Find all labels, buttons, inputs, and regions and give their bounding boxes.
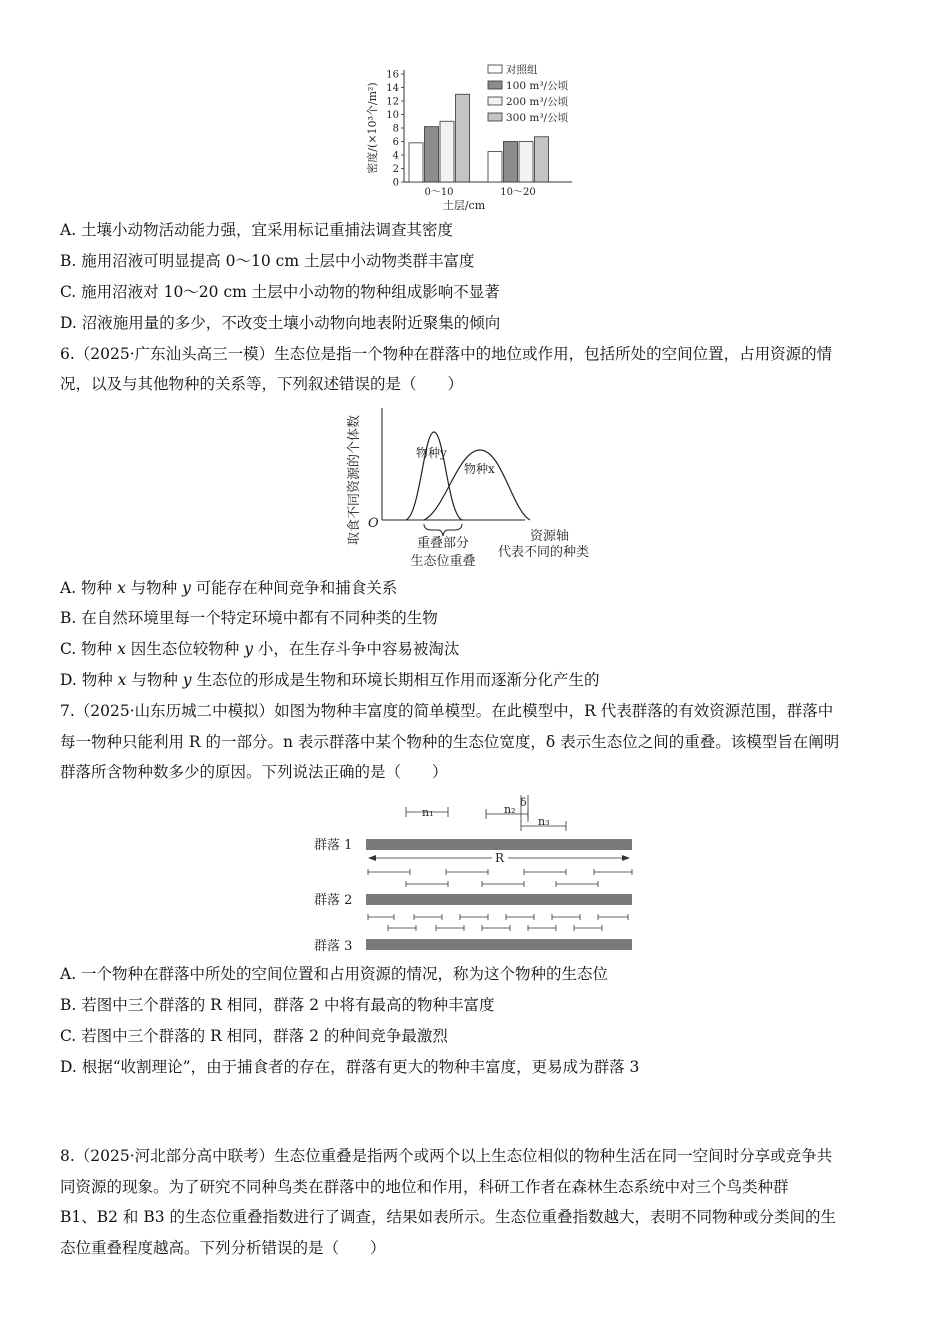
y-tick-label: 12 [386,96,399,108]
legend-label: 300 m³/公顷 [506,112,569,124]
n1-label: n₁ [422,806,434,819]
community-1-bar [366,839,632,850]
community-2-species-segments [368,914,628,931]
overlap-label-1: 重叠部分 [416,536,470,551]
y-tick-label: 4 [392,150,399,162]
species-x-label: 物种x [464,462,495,476]
bar-1-2 [425,127,439,182]
bar-2-1 [488,152,502,182]
bar-2-3 [519,142,533,183]
q7-stem-line-2: 每一物种只能利用 R 的一部分。n 表示群落中某个物种的生态位宽度，δ 表示生态位之间的重叠。该模型旨在阐明 [60,733,840,751]
legend-swatch [488,113,502,121]
r-label: R [495,851,505,865]
community-3-bar [366,939,632,950]
bar-2-4 [535,137,549,182]
q5-option-a: A. 土壤小动物活动能力强，宜采用标记重捕法调查其密度 [60,221,454,239]
species-y-label: 物种y [416,446,447,460]
bar-1-4 [456,94,470,182]
q8-stem-line-1: 8.（2025·河北部分高中联考）生态位重叠是指两个或两个以上生态位相似的物种生活在同一空间时分享或竞争共 [60,1147,833,1165]
q6-stem-line-1: 6.（2025·广东汕头高三一模）生态位是指一个物种在群落中的地位或作用，包括所处的空间位置，占用资源的情 [60,345,833,363]
legend-swatch [488,65,502,73]
q8-stem-line-3: B1、B2 和 B3 的生态位重叠指数进行了调查，结果如表所示。生态位重叠指数越大，表明不同物种或分类间的生 [60,1208,837,1226]
y-tick-label: 8 [392,123,399,135]
legend-label: 200 m³/公顷 [506,96,569,108]
x-category-label: 0～10 [424,187,454,198]
q7-option-c: C. 若图中三个群落的 R 相同，群落 2 的种间竞争最激烈 [60,1027,448,1045]
q7-option-d: D. 根据“收割理论”，由于捕食者的存在，群落有更大的物种丰富度，更易成为群落 3 [60,1058,640,1076]
legend-label: 100 m³/公顷 [506,80,569,92]
y-tick-label: 16 [386,69,399,81]
community-3-label: 群落 3 [314,939,353,954]
community-2-label: 群落 2 [314,893,353,908]
x-category-label: 10～20 [500,187,536,198]
y-tick-label: 10 [386,110,399,121]
y-tick-label: 0 [392,177,399,189]
community-1-species-segments [368,869,632,887]
soil-density-bar-chart [360,58,600,214]
resource-axis-note: 代表不同的种类 [498,545,590,560]
community-2-bar [366,894,632,905]
q6-option-d: D. 物种 x 与物种 y 生态位的形成是生物和环境长期相互作用而逐渐分化产生的 [60,671,600,689]
community-1-label: 群落 1 [314,838,353,853]
q7-stem-line-3: 群落所含物种数多少的原因。下列说法正确的是（ ） [60,763,448,781]
legend-label: 对照组 [506,64,538,76]
niche-y-axis-label: 取食不同资源的个体数 [347,414,362,546]
y-tick-label: 6 [392,137,399,148]
y-tick-label: 14 [386,83,399,94]
legend-swatch [488,97,502,105]
legend-swatch [488,81,502,89]
resource-axis-label: 资源轴 [530,529,570,544]
q6-stem-line-2: 况，以及与其他物种的关系等，下列叙述错误的是（ ） [60,375,464,393]
bar-1-3 [440,121,454,182]
q6-option-b: B. 在自然环境里每一个特定环境中都有不同种类的生物 [60,609,438,627]
chart-y-axis-label: 密度/(×10³个/m²) [366,82,379,174]
delta-label: δ [520,796,527,809]
q5-option-d: D. 沼液施用量的多少，不改变土壤小动物向地表附近聚集的倾向 [60,314,501,332]
overlap-label-2: 生态位重叠 [410,554,476,569]
species-richness-model [310,790,650,958]
bar-2-2 [504,142,518,183]
q6-option-a: A. 物种 x 与物种 y 可能存在种间竞争和捕食关系 [60,579,398,597]
q7-option-b: B. 若图中三个群落的 R 相同，群落 2 中将有最高的物种丰富度 [60,996,495,1014]
y-tick-label: 2 [392,164,399,175]
niche-origin-label: O [368,516,379,531]
q6-option-c: C. 物种 x 因生态位较物种 y 小，在生存斗争中容易被淘汰 [60,640,460,658]
q7-option-a: A. 一个物种在群落中所处的空间位置和占用资源的情况，称为这个物种的生态位 [60,965,609,983]
q7-stem-line-1: 7.（2025·山东历城二中模拟）如图为物种丰富度的简单模型。在此模型中，R 代表群落的有效资源范围，群落中 [60,702,834,720]
q8-stem-line-4: 态位重叠程度越高。下列分析错误的是（ ） [60,1239,386,1257]
q5-option-b: B. 施用沼液可明显提高 0～10 cm 土层中小动物类群丰富度 [60,252,475,270]
n3-label: n₃ [538,815,550,828]
n2-label: n₂ [504,803,516,816]
species-x-curve [424,450,530,520]
q5-option-c: C. 施用沼液对 10～20 cm 土层中小动物的物种组成影响不显著 [60,283,500,301]
chart-x-axis-label: 土层/cm [442,199,486,212]
niche-overlap-figure [340,402,620,572]
q8-stem-line-2: 同资源的现象。为了研究不同种鸟类在群落中的地位和作用，科研工作者在森林生态系统中对三个鸟类种群 [60,1178,789,1196]
bar-1-1 [409,143,423,182]
overlap-brace [424,524,462,536]
